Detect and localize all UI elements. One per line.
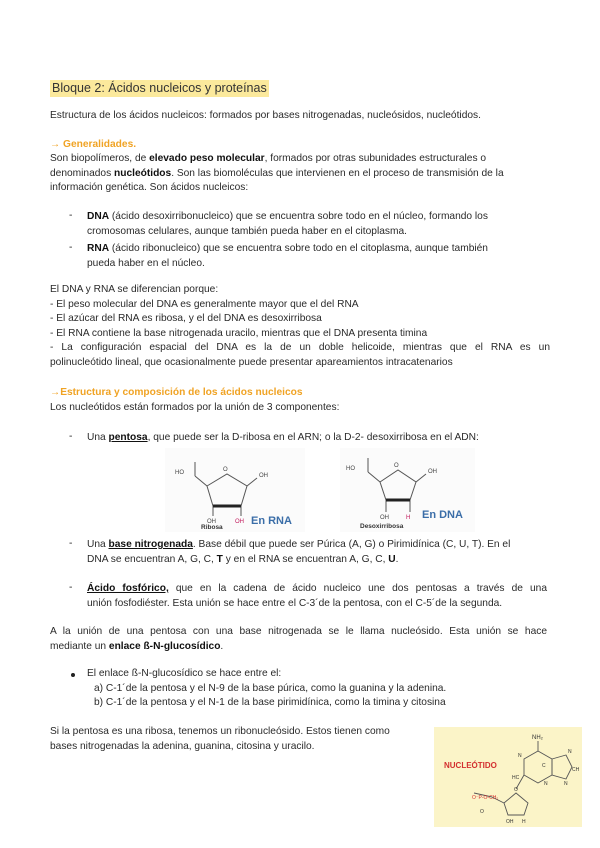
estructura-heading: →Estructura y composición de los ácidos nucleicos: [50, 387, 303, 398]
svg-text:OH: OH: [207, 519, 216, 525]
ribosa-figure: [165, 448, 305, 532]
nucleotido-figure: [434, 727, 582, 827]
svg-text:O: O: [223, 467, 228, 473]
svg-text:H: H: [522, 819, 526, 825]
svg-text:O: O: [480, 809, 484, 815]
document-page: Bloque 2: Ácidos nucleicos y proteínas Estructura de los ácidos nucleicos: formados por bases nitrogenadas, nucleósidos, nucleótidos. → Generalidades. Son biopolímeros, de elevado peso molecular, formados por otras subunidades estructurales o denominados nucleótidos. Son las biomoléculas que intervienen en el proceso de transmisión de la información genética. Son ácidos nucleicos: - DNA (ácido desoxirribonucleico) que se encuentra sobre todo en el núcleo, formando los cromosomas celulares, aunque también pueda haber en el citoplasma. - RNA (ácido ribonucleico) que se encuentra sobre todo en el citoplasma, aunque también pueda haber en el núcleo. El DNA y RNA se diferencian porque: - El peso molecular del DNA es generalmente mayor que el del RNA - El azúcar del RNA es ribosa, y el del DNA es desoxirribosa - El RNA contiene la base nitrogenada uracilo, mientras que el DNA presenta timina - La configuración espacial del DNA es la de un doble helicoide, mientras que el RNA es un polinucleótido lineal, que ocasionalmente puede presentar apareamientos intracatenarios →Estructura y composición de los ácidos nucleicos Los nucleótidos están formados por la unión de 3 componentes: - Una pentosa, que puede ser la D-ribosa en el ARN; o la D-2- desoxirribosa en el ADN: HO O OH OH OH Ribosa En RNA HO O OH OH H Desoxirribosa En DNA - Una base nitrogenada. Base débil que puede ser Púrica (A, G) o Pirimidínica (C, U, T). En el DNA se encuentran A, G, C, T y en el RNA se encuentran A, G, C, U. - Ácido fosfórico, que en la cadena de ácido nucleico une dos pentosas a través de una unión fosfodiéster. Esta unión se hace entre el C-3´de la pentosa, con el C-5´de la segunda. A la unión de una pentosa con una base nitrogenada se le llama nucleósido. Esta unión se hace mediante un enlace ß-N-glucosídico. El enlace ß-N-glucosídico se hace entre el: a) C-1´de la pentosa y el N-9 de la base púrica, como la guanina y la adenina. b) C-1´de la pentosa y el N-1 de la base pirimidínica, como la timina y citosina Si la pentosa es una ribosa, tenemos un ribonucleósido. Estos tienen como bases nitrogenadas la adenina, guanina, citosina y uracilo. NUCLEÓTIDO NH₂ N C N CH HC N N O⁻P-O-CH₂ O O OH H: [0, 0, 600, 848]
svg-text:N: N: [544, 781, 548, 787]
svg-text:CH: CH: [572, 767, 580, 773]
bullet-dot: [71, 673, 75, 677]
estructura-intro: Los nucleótidos están formados por la unión de 3 componentes:: [50, 402, 340, 413]
svg-text:OH: OH: [506, 819, 514, 825]
ribosa-ho-label: HO: [175, 470, 184, 476]
list-item-fosforico: Ácido fosfórico, que en la cadena de ácido nucleico une dos pentosas a través de una unión fosfodiéster. Esta unión se hace entre el C-3´de la pentosa, con el C-5´de la segunda.: [87, 583, 547, 609]
svg-text:HO: HO: [346, 466, 355, 472]
svg-text:NH₂: NH₂: [532, 735, 543, 741]
svg-text:N: N: [564, 781, 568, 787]
generalidades-heading: → Generalidades.: [50, 139, 137, 150]
nucleotido-label: NUCLEÓTIDO: [444, 761, 497, 770]
ribosa-label: Ribosa: [201, 524, 223, 531]
svg-text:O: O: [514, 787, 518, 793]
desoxirribosa-tag: En DNA: [422, 509, 463, 521]
ribonucleosido-paragraph: Si la pentosa es una ribosa, tenemos un ribonucleósido. Estos tienen como bases nitrogenadas la adenina, guanina, citosina y uracilo.: [50, 726, 390, 752]
desoxirribosa-label: Desoxirribosa: [360, 523, 404, 530]
enlace-bullet: El enlace ß-N-glucosídico se hace entre el:: [87, 668, 282, 679]
ribosa-tag: En RNA: [251, 515, 292, 527]
generalidades-paragraph: Son biopolímeros, de elevado peso molecular, formados por otras subunidades estructurales o denominados nucleótidos. Son las biomoléculas que intervienen en el proceso de transmisión de la información genética. Son ácidos nucleicos:: [50, 153, 504, 193]
list-item-base: Una base nitrogenada. Base débil que puede ser Púrica (A, G) o Pirimidínica (C, U, T). En el DNA se encuentran A, G, C, T y en el RNA se encuentran A, G, C, U.: [87, 539, 511, 565]
list-item-rna: RNA (ácido ribonucleico) que se encuentra sobre todo en el citoplasma, aunque también pueda haber en el núcleo.: [87, 243, 488, 269]
svg-text:N: N: [518, 753, 522, 759]
svg-text:OH: OH: [380, 515, 389, 521]
differences-block: El DNA y RNA se diferencian porque: - El peso molecular del DNA es generalmente mayor que el del RNA - El azúcar del RNA es ribosa, y el del DNA es desoxirribosa - El RNA contiene la base nitrogenada uracilo, mientras que el DNA presenta timina - La configuración espacial del DNA es la de un doble helicoide, mientras que el RNA es un polinucleótido lineal, que ocasionalmente puede presentar apareamientos intracatenarios: [50, 284, 550, 368]
svg-text:H: H: [406, 515, 411, 521]
svg-text:OH: OH: [235, 519, 244, 525]
intro-line: Estructura de los ácidos nucleicos: formados por bases nitrogenadas, nucleósidos, nucleótidos.: [50, 110, 481, 121]
section-title: Bloque 2: Ácidos nucleicos y proteínas: [52, 81, 267, 95]
nucleosido-paragraph: A la unión de una pentosa con una base nitrogenada se le llama nucleósido. Esta unión se hace mediante un enlace ß-N-glucosídico.: [50, 626, 547, 652]
svg-text:O⁻P-O-CH₂: O⁻P-O-CH₂: [472, 795, 499, 801]
enlace-b: b) C-1´de la pentosa y el N-1 de la base pirimidínica, como la timina y citosina: [94, 697, 446, 708]
list-item-pentosa: Una pentosa, que puede ser la D-ribosa en el ARN; o la D-2- desoxirribosa en el ADN:: [87, 432, 479, 443]
svg-text:N: N: [568, 749, 572, 755]
svg-text:OH: OH: [259, 473, 268, 479]
enlace-a: a) C-1´de la pentosa y el N-9 de la base púrica, como la guanina y la adenina.: [94, 683, 447, 694]
svg-text:C: C: [542, 763, 546, 769]
desoxirribosa-figure: [340, 448, 475, 532]
svg-text:OH: OH: [428, 469, 437, 475]
svg-text:O: O: [394, 463, 399, 469]
svg-text:HC: HC: [512, 775, 520, 781]
list-item-dna: DNA (ácido desoxirribonucleico) que se encuentra sobre todo en el núcleo, formando los cromosomas celulares, aunque también pueda haber en el citoplasma.: [87, 211, 488, 237]
